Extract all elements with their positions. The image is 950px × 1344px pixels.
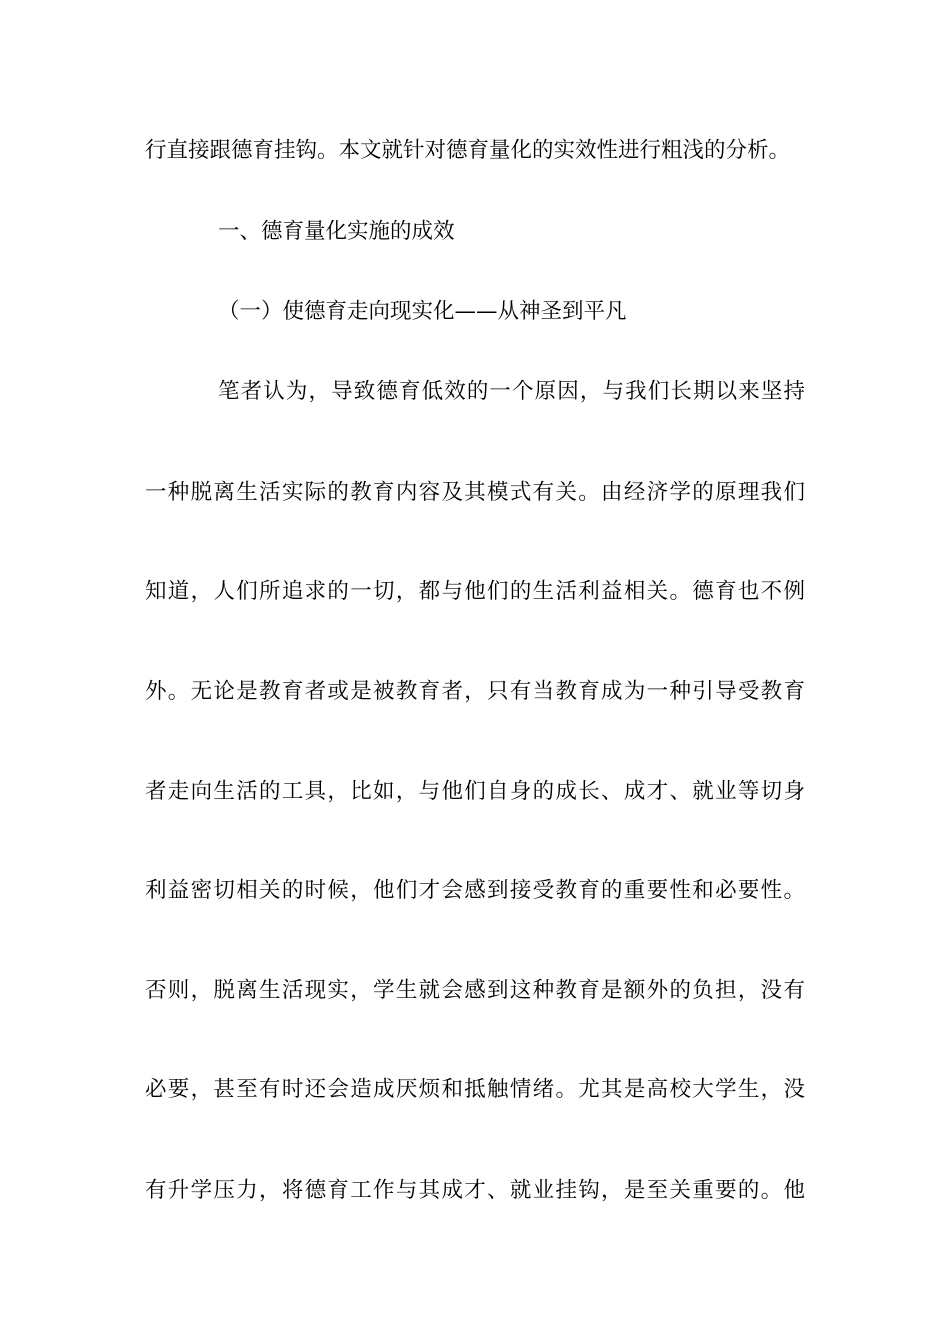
paragraph-line: 一种脱离生活实际的教育内容及其模式有关。由经济学的原理我们 bbox=[145, 480, 805, 505]
paragraph-line: 有升学压力，将德育工作与其成才、就业挂钩，是至关重要的。他 bbox=[145, 1178, 805, 1203]
paragraph-line: 必要，甚至有时还会造成厌烦和抵触情绪。尤其是高校大学生，没 bbox=[145, 1077, 805, 1102]
paragraph-line: 者走向生活的工具，比如，与他们自身的成长、成才、就业等切身 bbox=[145, 779, 805, 804]
subsection-heading: （一）使德育走向现实化——从神圣到平凡 bbox=[218, 299, 627, 324]
paragraph-line: 笔者认为，导致德育低效的一个原因，与我们长期以来坚持 bbox=[218, 379, 805, 404]
paragraph-line: 知道，人们所追求的一切，都与他们的生活利益相关。德育也不例 bbox=[145, 579, 805, 604]
paragraph-line: 否则，脱离生活现实，学生就会感到这种教育是额外的负担，没有 bbox=[145, 978, 805, 1003]
paragraph-line: 行直接跟德育挂钩。本文就针对德育量化的实效性进行粗浅的分析。 bbox=[145, 138, 791, 163]
paragraph-line: 利益密切相关的时候，他们才会感到接受教育的重要性和必要性。 bbox=[145, 878, 805, 903]
section-heading: 一、德育量化实施的成效 bbox=[218, 219, 455, 244]
paragraph-line: 外。无论是教育者或是被教育者，只有当教育成为一种引导受教育 bbox=[145, 679, 805, 704]
